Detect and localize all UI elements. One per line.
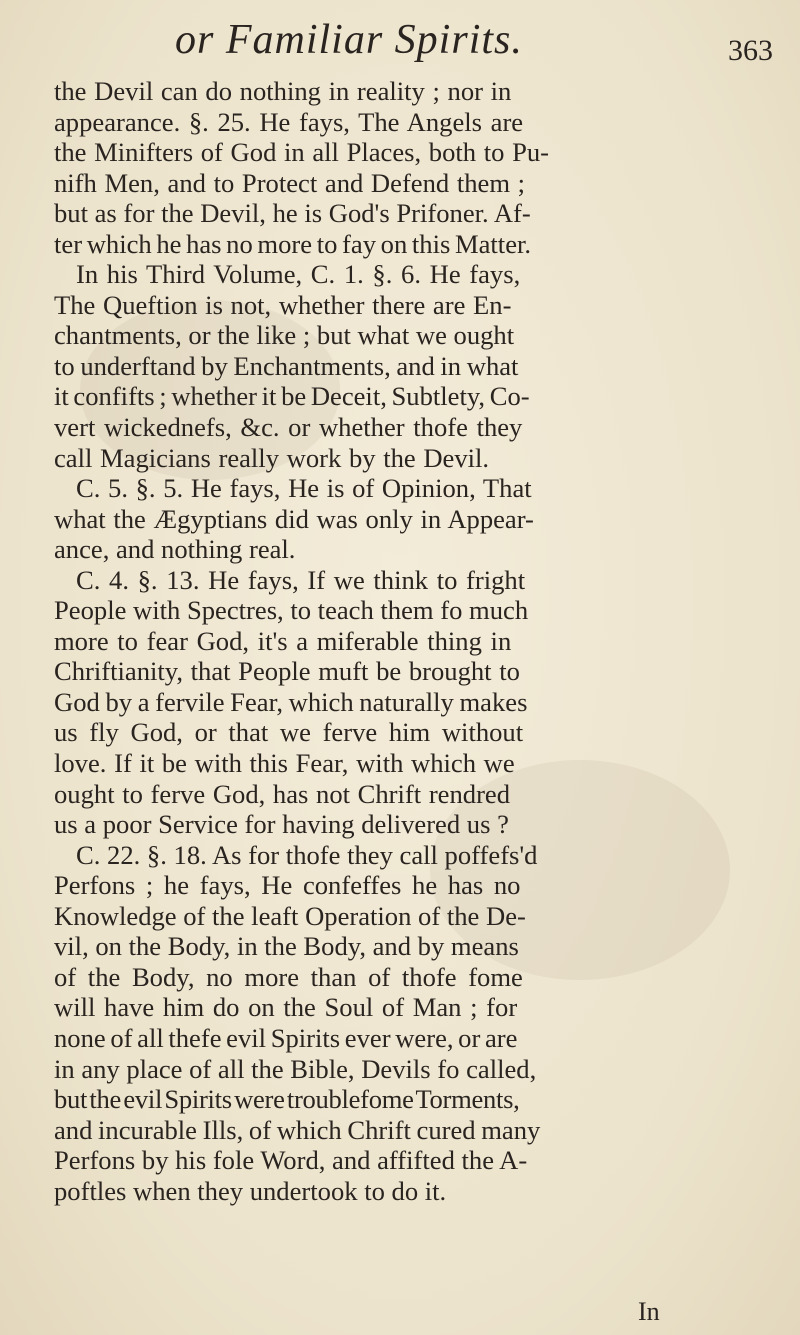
text-line: the Minifters of God in all Places, both to Pu-	[54, 137, 550, 168]
text-line: more to fear God, it's a miferable thing in	[54, 625, 512, 656]
text-line: vert wickednefs, &c. or whether thofe they	[54, 412, 523, 443]
text-line: of the Body, no more than of thofe fome	[54, 961, 523, 992]
page-header	[0, 10, 800, 70]
text-line: vil, on the Body, in the Body, and by means	[54, 931, 519, 962]
text-line: and incurable Ills, of which Chrift cured many	[54, 1114, 541, 1145]
text-line: God by a fervile Fear, which naturally makes	[54, 686, 528, 717]
text-line: but as for the Devil, he is God's Prifoner. Af-	[54, 198, 531, 229]
text-line: ought to ferve God, has not Chrift rendred	[54, 778, 511, 809]
text-line: ter which he has no more to fay on this Matter.	[54, 228, 532, 259]
text-line: but the evil Spirits were troublefome Torments,	[54, 1084, 520, 1115]
text-line: it confifts ; whether it be Deceit, Subtlety, Co-	[54, 381, 530, 412]
running-head: or Familiar Spirits.	[175, 17, 523, 63]
text-line: us a poor Service for having delivered us ?	[54, 809, 509, 840]
text-line: love. If it be with this Fear, with which we	[54, 748, 515, 779]
text-line: what the Ægyptians did was only in Appear-	[54, 503, 534, 534]
text-line: In his Third Volume, C. 1. §. 6. He fays,	[76, 259, 521, 290]
text-line: Perfons by his fole Word, and affifted the A-	[54, 1145, 528, 1176]
text-line: Perfons ; he fays, He confeffes he has no	[54, 870, 521, 901]
text-line: C. 5. §. 5. He fays, He is of Opinion, That	[76, 473, 532, 504]
text-line: the Devil can do nothing in reality ; nor in	[54, 76, 512, 106]
text-line: in any place of all the Bible, Devils fo called,	[54, 1053, 537, 1084]
text-line: ance, and nothing real.	[54, 534, 296, 565]
text-line: C. 22. §. 18. As for thofe they call poffefs'd	[76, 839, 538, 870]
text-line: Chriftianity, that People muft be brought to	[54, 656, 520, 687]
text-line: The Queftion is not, whether there are En-	[54, 289, 512, 320]
text-line: chantments, or the like ; but what we ought	[54, 320, 515, 351]
text-line: poftles when they undertook to do it.	[54, 1175, 447, 1206]
text-line: nifh Men, and to Protect and Defend them ;	[54, 167, 526, 198]
text-line: appearance. §. 25. He fays, The Angels are	[54, 106, 524, 137]
text-line: will have him do on the Soul of Man ; for	[54, 992, 518, 1023]
page-number: 363	[728, 34, 773, 67]
text-line: us fly God, or that we ferve him without	[54, 717, 524, 748]
text-line: C. 4. §. 13. He fays, If we think to fright	[76, 564, 526, 595]
text-line: People with Spectres, to teach them fo much	[54, 595, 529, 626]
text-line: Knowledge of the leaft Operation of the De-	[54, 900, 526, 931]
catchword: In	[638, 1297, 660, 1326]
text-line: to underftand by Enchantments, and in what	[54, 350, 519, 381]
body-text	[54, 76, 682, 1206]
text-line: none of all thefe evil Spirits ever were, or are	[54, 1022, 518, 1053]
text-line: call Magicians really work by the Devil.	[54, 442, 490, 473]
